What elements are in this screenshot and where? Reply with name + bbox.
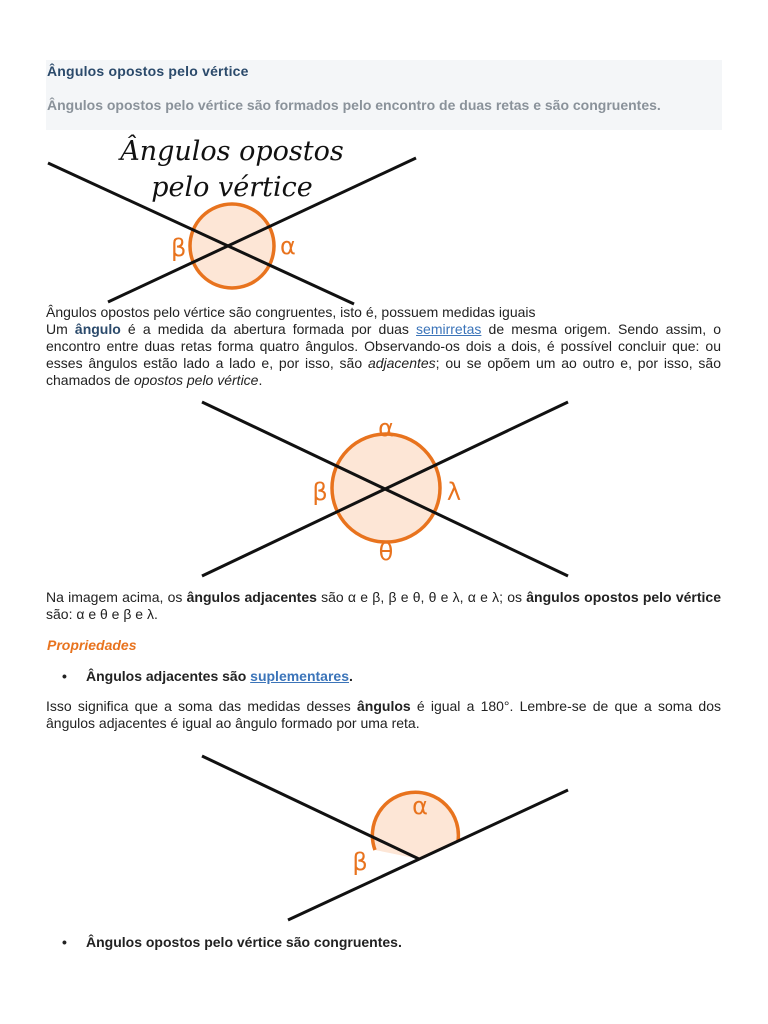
- para1-em-adjacentes: adjacentes: [367, 355, 436, 371]
- figure-opposite-angles: [46, 134, 418, 306]
- bullet1-end: .: [349, 668, 353, 684]
- properties-heading: Propriedades: [47, 637, 137, 653]
- figure1-label-beta: β: [171, 234, 187, 262]
- figure2-label-alpha: α: [378, 414, 394, 442]
- bullet-item-2: [62, 934, 402, 950]
- figure-four-angles: [200, 398, 570, 580]
- figure-supplementary-angles: [200, 752, 570, 922]
- paragraph-3: [46, 698, 721, 732]
- para1-em-opostos: opostos pelo vértice: [133, 372, 259, 388]
- para3-bold-angulos: ângulos: [357, 698, 411, 714]
- para1-text-4: ; ou se opõem um ao outro e, por isso, são chamados de: [46, 355, 721, 388]
- figure2-label-theta: θ: [378, 538, 394, 566]
- para2-bold-opostos: ângulos opostos pelo vértice: [526, 589, 721, 605]
- bullet-item-1: [62, 668, 353, 684]
- para3-text-2: é igual a 180°. Lembre-se de que a soma dos ângulos adjacentes é igual ao ângulo formado por uma reta.: [46, 698, 721, 731]
- para2-text-1: Na imagem acima, os: [46, 589, 187, 605]
- link-suplementares[interactable]: suplementares: [250, 668, 349, 684]
- keyword-angulo: ângulo: [74, 321, 121, 337]
- para2-bold-adjacentes: ângulos adjacentes: [186, 589, 317, 605]
- para2-text-2: são α e β, β e θ, θ e λ, α e λ; os: [316, 589, 527, 605]
- para1-text-1: Um: [46, 321, 75, 337]
- figure2-label-lambda: λ: [446, 478, 462, 506]
- caption-1: Ângulos opostos pelo vértice são congruentes, isto é, possuem medidas iguais: [46, 304, 536, 320]
- para2-text-3: são: α e θ e β e λ.: [46, 606, 158, 622]
- figure1-title-line2: pelo vértice: [151, 172, 313, 203]
- bullet2-text: Ângulos opostos pelo vértice são congruentes.: [86, 934, 402, 950]
- para1-text-2: é a medida da abertura formada por duas: [120, 321, 417, 337]
- bullet-dot-icon: •: [62, 668, 67, 684]
- bullet-dot-icon: •: [62, 934, 67, 950]
- para1-text-5: .: [258, 372, 263, 388]
- paragraph-1: [46, 321, 721, 389]
- bullet1-text: Ângulos adjacentes são: [86, 668, 251, 684]
- figure1-title-line1: Ângulos opostos: [120, 136, 344, 167]
- figure2-label-beta: β: [312, 478, 328, 506]
- figure1-angle-circle: [190, 204, 274, 288]
- figure1-label-alpha: α: [280, 232, 296, 260]
- link-semirretas[interactable]: semirretas: [416, 321, 482, 337]
- paragraph-2: [46, 589, 721, 623]
- page-title: Ângulos opostos pelo vértice: [47, 63, 249, 79]
- figure3-label-beta: β: [352, 848, 368, 876]
- para3-text-1: Isso significa que a soma das medidas desses: [46, 698, 357, 714]
- figure3-label-alpha: α: [412, 792, 428, 820]
- page-subtitle: Ângulos opostos pelo vértice são formados pelo encontro de duas retas e são congruentes.: [47, 97, 661, 113]
- para1-text-3: de mesma origem. Sendo assim, o encontro entre duas retas forma quatro ângulos. Observando-os dois a dois, é possível concluir que: ou esses ângulos estão lado a lado e, por isso, são: [46, 321, 721, 371]
